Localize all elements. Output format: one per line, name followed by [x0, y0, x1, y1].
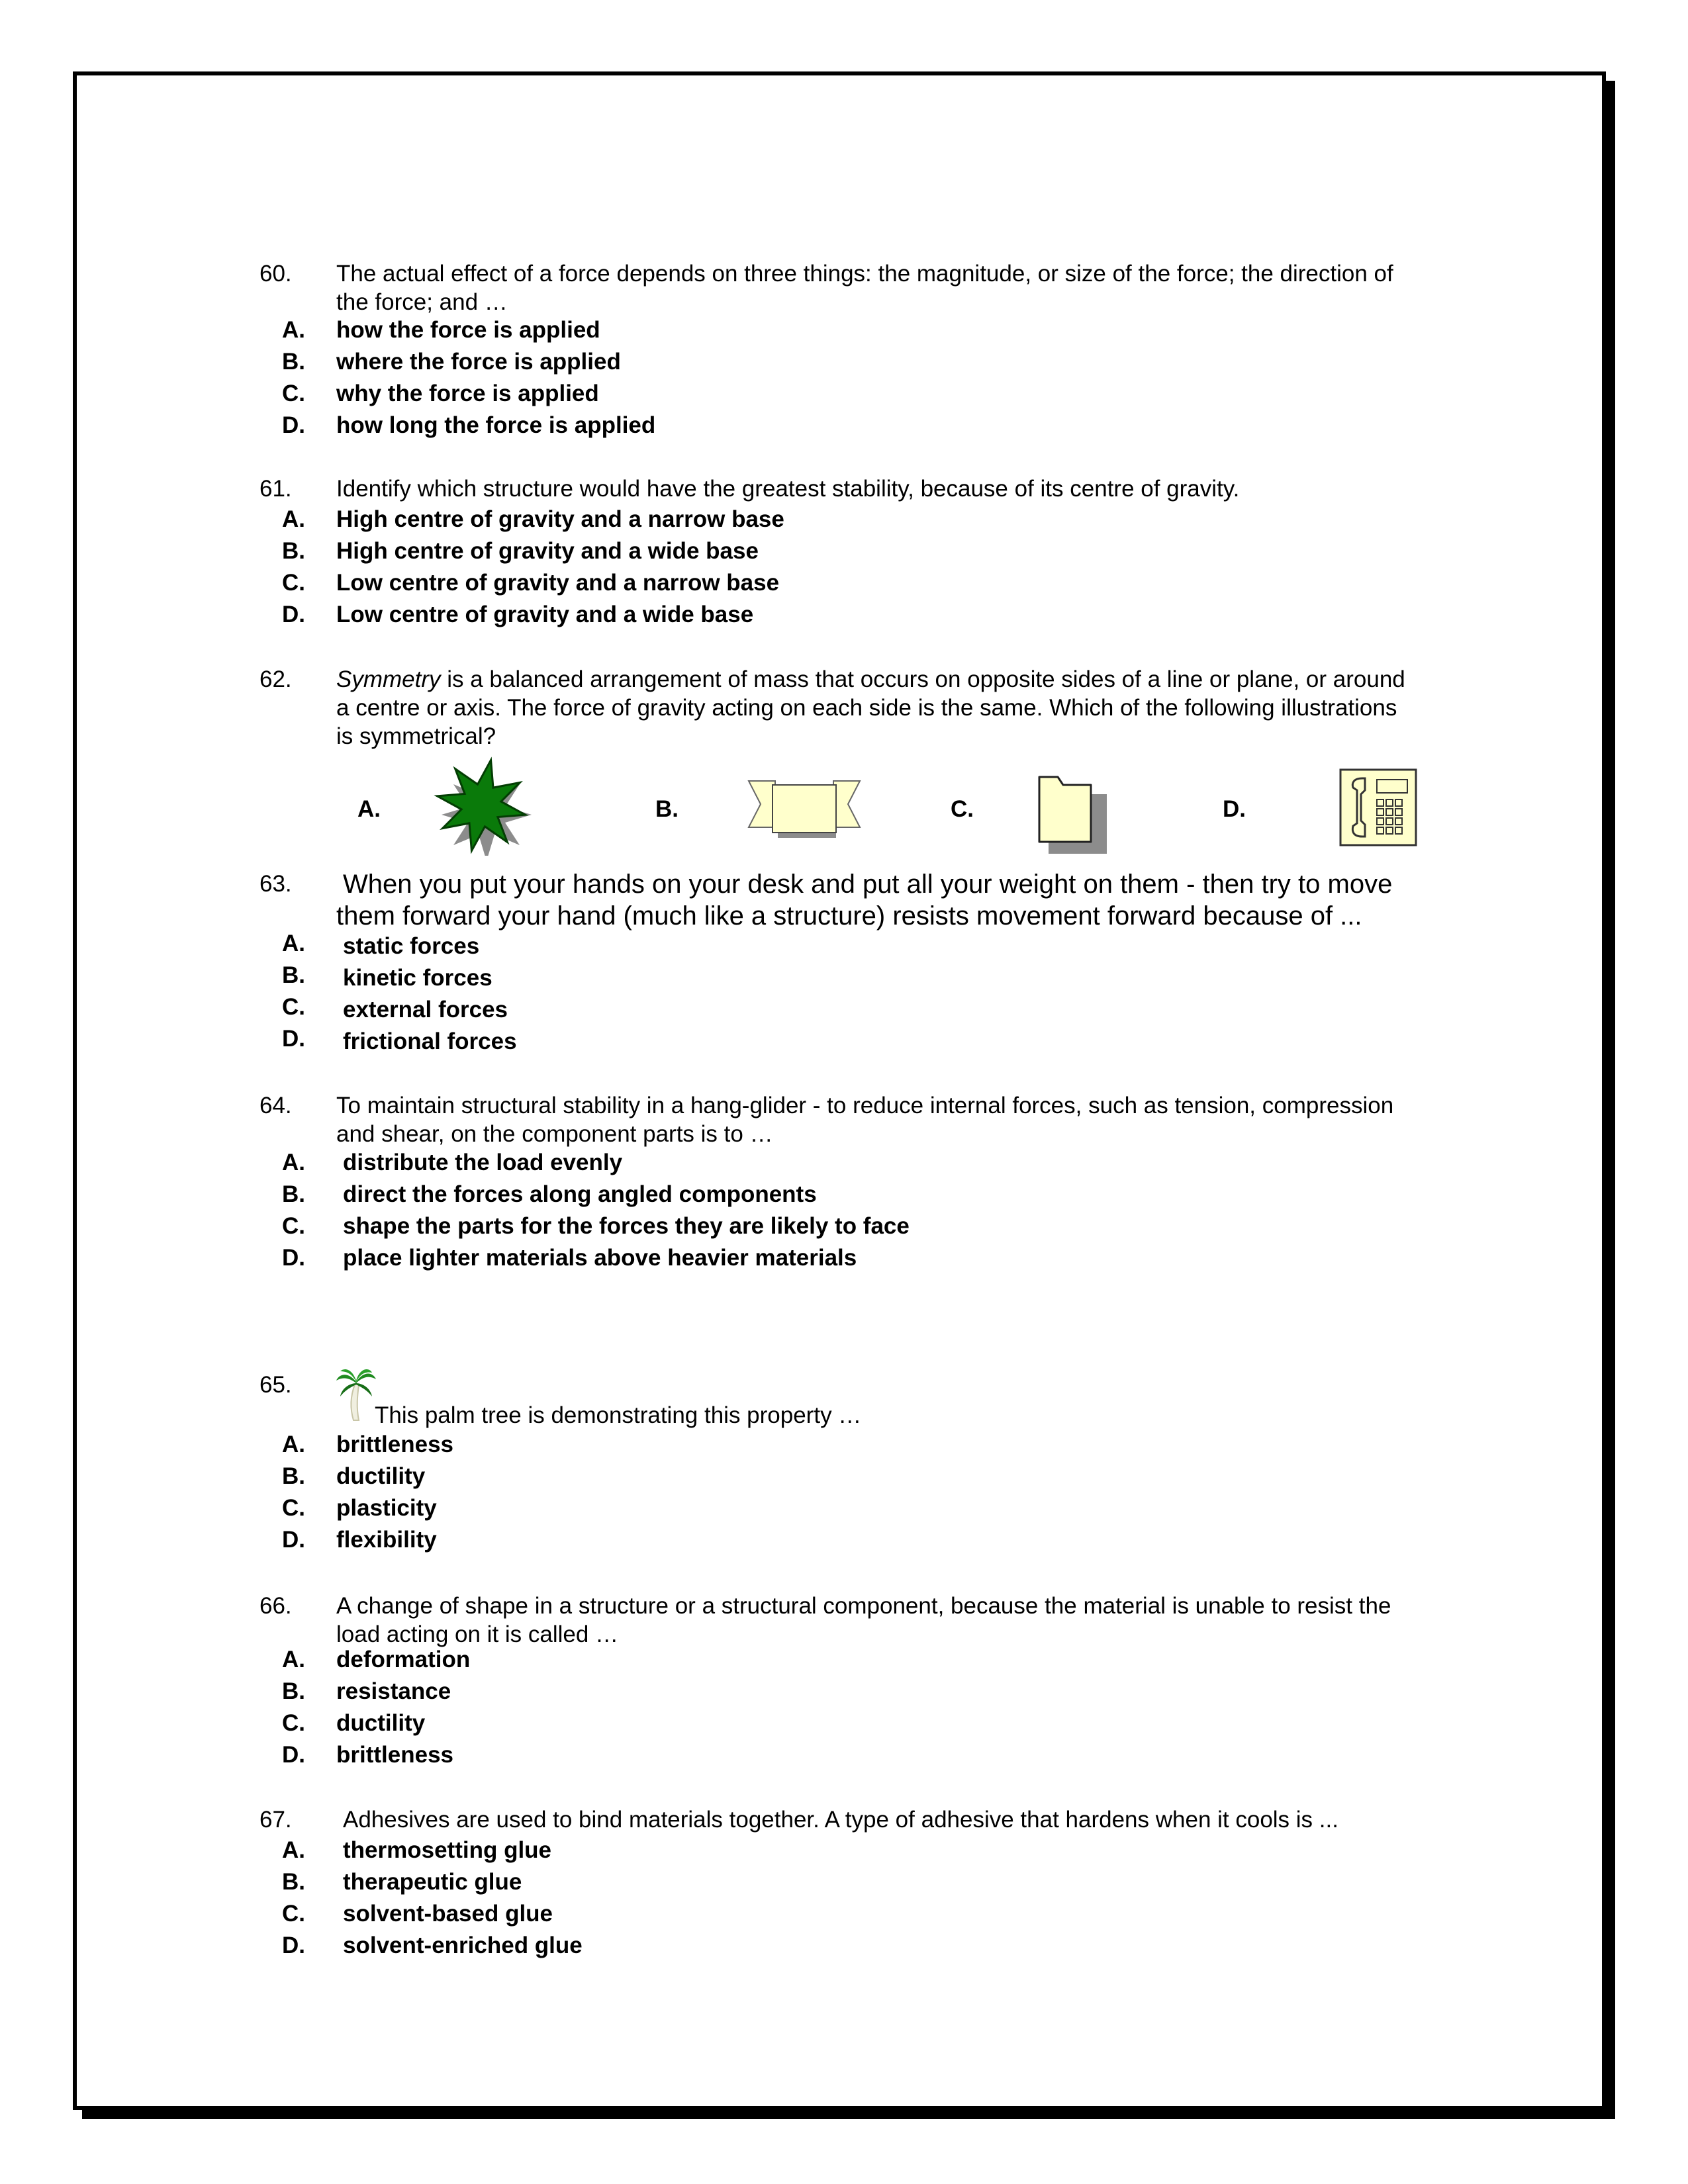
option-text[interactable]: why the force is applied	[336, 381, 599, 406]
option-text[interactable]: how long the force is applied	[336, 412, 656, 438]
question-number: 64.	[259, 1093, 292, 1118]
option-letter: C.	[282, 1495, 305, 1521]
page-frame	[73, 71, 1606, 2110]
question-number: 60.	[259, 261, 292, 287]
question-stem-line: and shear, on the component parts is to …	[336, 1121, 773, 1147]
image-option-letter: A.	[357, 796, 381, 822]
option-letter: A.	[282, 317, 305, 343]
option-text[interactable]: frictional forces	[343, 1028, 517, 1054]
option-letter: B.	[282, 1463, 305, 1489]
option-text[interactable]: Low centre of gravity and a wide base	[336, 602, 754, 627]
folder-icon[interactable]	[1034, 770, 1113, 855]
option-letter: A.	[282, 1432, 305, 1457]
option-text[interactable]: static forces	[343, 933, 480, 959]
question-stem-line: them forward your hand (much like a structure) resists movement forward because of ...	[336, 901, 1362, 931]
question-stem-line: Identify which structure would have the greatest stability, because of its centre of gravity.	[336, 476, 1240, 502]
option-letter: D.	[282, 1245, 305, 1271]
option-letter: D.	[282, 602, 305, 627]
question-stem-line: The actual effect of a force depends on three things: the magnitude, or size of the force; the direction of	[336, 261, 1393, 287]
option-letter: A.	[282, 1647, 305, 1672]
option-text[interactable]: flexibility	[336, 1527, 437, 1553]
question-stem-line	[336, 665, 1405, 694]
option-text[interactable]: brittleness	[336, 1432, 453, 1457]
question-stem-line: To maintain structural stability in a hang-glider - to reduce internal forces, such as tension, compression	[336, 1093, 1394, 1118]
star-burst-icon[interactable]	[434, 756, 539, 856]
option-letter: C.	[282, 1901, 305, 1927]
option-text[interactable]: therapeutic glue	[343, 1869, 522, 1895]
image-option-letter: C.	[951, 796, 974, 822]
option-text[interactable]: High centre of gravity and a wide base	[336, 538, 759, 564]
option-text[interactable]: thermosetting glue	[343, 1837, 552, 1863]
option-text[interactable]: deformation	[336, 1647, 471, 1672]
option-letter: D.	[282, 412, 305, 438]
option-letter: C.	[282, 1213, 305, 1239]
option-letter: C.	[282, 994, 305, 1020]
option-text[interactable]: solvent-enriched glue	[343, 1933, 583, 1958]
telephone-icon[interactable]	[1338, 768, 1418, 848]
stem-emphasis: Symmetry	[336, 666, 441, 692]
image-option-letter: B.	[655, 796, 679, 822]
option-text[interactable]: direct the forces along angled components	[343, 1181, 817, 1207]
option-letter: B.	[282, 538, 305, 564]
question-number: 67.	[259, 1807, 292, 1833]
option-text[interactable]: resistance	[336, 1678, 451, 1704]
question-stem-line: This palm tree is demonstrating this property …	[375, 1402, 862, 1428]
stem-text: is a balanced arrangement of mass that occurs on opposite sides of a line or plane, or around	[440, 666, 1405, 692]
question-stem-line: A change of shape in a structure or a structural component, because the material is unable to resist the	[336, 1593, 1391, 1619]
option-letter: A.	[282, 506, 305, 532]
question-stem-line: load acting on it is called …	[336, 1621, 619, 1647]
option-letter: B.	[282, 1869, 305, 1895]
option-text[interactable]: kinetic forces	[343, 965, 492, 991]
option-text[interactable]: external forces	[343, 997, 508, 1023]
option-letter: B.	[282, 1678, 305, 1704]
question-stem-line: a centre or axis. The force of gravity acting on each side is the same. Which of the following illustrations	[336, 695, 1397, 721]
option-letter: A.	[282, 1837, 305, 1863]
palm-tree-icon	[335, 1366, 377, 1422]
option-letter: D.	[282, 1527, 305, 1553]
option-letter: D.	[282, 1933, 305, 1958]
option-text[interactable]: ductility	[336, 1463, 426, 1489]
option-letter: C.	[282, 381, 305, 406]
question-stem-line: Adhesives are used to bind materials together. A type of adhesive that hardens when it cools is ...	[343, 1807, 1338, 1833]
option-letter: B.	[282, 962, 305, 988]
option-text[interactable]: place lighter materials above heavier materials	[343, 1245, 857, 1271]
option-letter: A.	[282, 1150, 305, 1175]
option-text[interactable]: ductility	[336, 1710, 426, 1736]
question-number: 65.	[259, 1372, 292, 1398]
option-letter: D.	[282, 1026, 305, 1052]
question-number: 62.	[259, 666, 292, 692]
question-number: 66.	[259, 1593, 292, 1619]
option-text[interactable]: brittleness	[336, 1742, 453, 1768]
option-text[interactable]: how the force is applied	[336, 317, 600, 343]
question-number: 63.	[259, 871, 292, 897]
option-text[interactable]: shape the parts for the forces they are likely to face	[343, 1213, 910, 1239]
option-letter: B.	[282, 1181, 305, 1207]
option-letter: D.	[282, 1742, 305, 1768]
image-option-letter: D.	[1223, 796, 1246, 822]
question-stem-line: the force; and …	[336, 289, 508, 315]
option-text[interactable]: solvent-based glue	[343, 1901, 553, 1927]
question-number: 61.	[259, 476, 292, 502]
question-stem-line: is symmetrical?	[336, 723, 496, 749]
option-letter: C.	[282, 1710, 305, 1736]
option-text[interactable]: distribute the load evenly	[343, 1150, 623, 1175]
ribbon-banner-icon[interactable]	[745, 776, 864, 839]
option-letter: A.	[282, 931, 305, 956]
question-stem-line: When you put your hands on your desk and put all your weight on them - then try to move	[343, 870, 1393, 899]
option-text[interactable]: High centre of gravity and a narrow base	[336, 506, 784, 532]
option-letter: C.	[282, 570, 305, 596]
option-text[interactable]: Low centre of gravity and a narrow base	[336, 570, 780, 596]
option-text[interactable]: where the force is applied	[336, 349, 621, 375]
option-text[interactable]: plasticity	[336, 1495, 437, 1521]
option-letter: B.	[282, 349, 305, 375]
